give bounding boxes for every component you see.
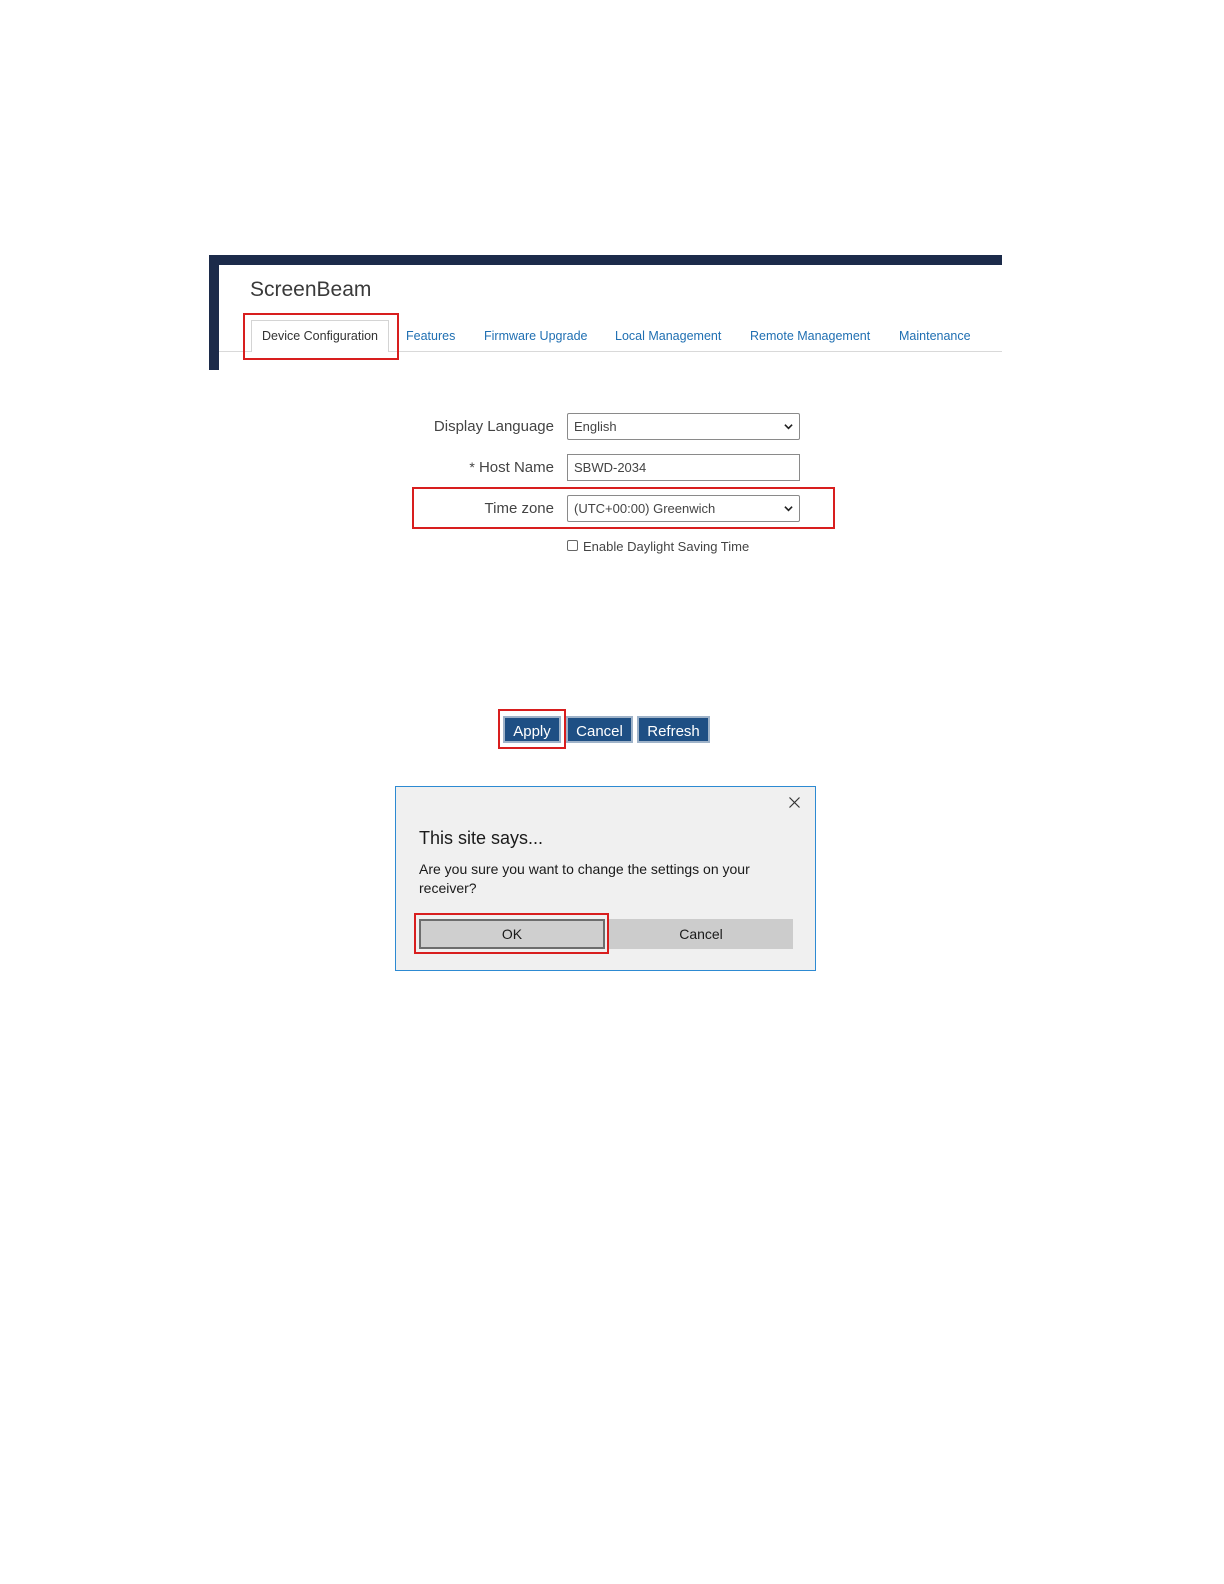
host-name-value: SBWD-2034 <box>574 460 647 475</box>
header-side-bar <box>209 255 219 370</box>
dialog-ok-button[interactable]: OK <box>419 919 605 949</box>
chevron-down-icon <box>784 504 793 513</box>
daylight-saving-checkbox[interactable] <box>567 540 578 551</box>
display-language-label: Display Language <box>433 418 554 435</box>
close-icon[interactable] <box>788 796 801 809</box>
tab-remote-management[interactable]: Remote Management <box>750 329 871 343</box>
header-bar <box>209 255 1002 265</box>
dialog-title: This site says... <box>419 828 544 848</box>
apply-button[interactable]: Apply <box>503 716 561 743</box>
refresh-button[interactable]: Refresh <box>637 716 710 743</box>
time-zone-value: (UTC+00:00) Greenwich <box>574 501 716 516</box>
dialog-message: Are you sure you want to change the settings on your receiver? <box>419 861 750 896</box>
tab-local-management[interactable]: Local Management <box>615 329 722 343</box>
daylight-saving-label: Enable Daylight Saving Time <box>583 539 750 554</box>
dialog-cancel-button[interactable]: Cancel <box>609 919 793 949</box>
display-language-select[interactable] <box>567 413 800 440</box>
cancel-button[interactable]: Cancel <box>566 716 633 743</box>
time-zone-select[interactable] <box>567 495 800 522</box>
display-language-value: English <box>574 419 617 434</box>
host-name-input[interactable] <box>567 454 800 481</box>
chevron-down-icon <box>784 422 793 431</box>
tab-features[interactable]: Features <box>406 329 456 343</box>
app-title: ScreenBeam <box>250 278 372 301</box>
tab-maintenance[interactable]: Maintenance <box>899 329 971 343</box>
time-zone-label: Time zone <box>484 500 554 517</box>
tab-firmware-upgrade[interactable]: Firmware Upgrade <box>484 329 588 343</box>
required-mark: * <box>469 459 475 475</box>
host-name-label-group <box>400 459 554 476</box>
host-name-label: Host Name <box>478 459 554 476</box>
tab-device-configuration[interactable]: Device Configuration <box>251 320 389 352</box>
